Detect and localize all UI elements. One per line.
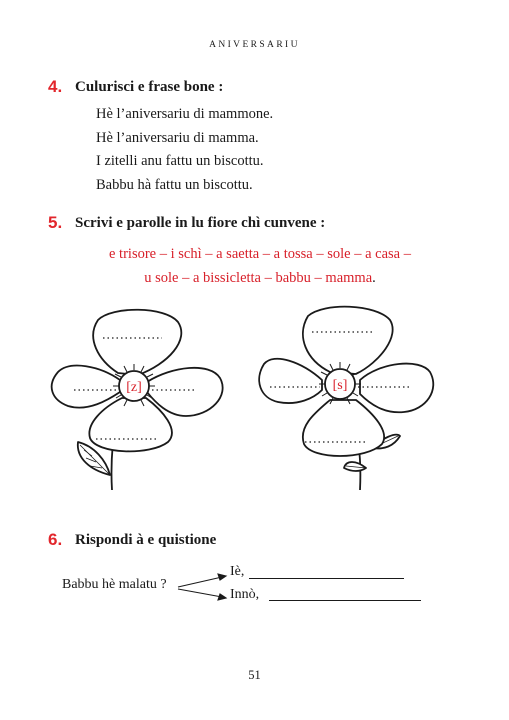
flower-left-petal-top[interactable] (93, 310, 181, 375)
sentence-1[interactable]: Hè l’aniversariu di mammone. (96, 106, 274, 122)
running-header: ANIVERSARIU (209, 40, 300, 50)
flower-illustrations (0, 300, 509, 490)
sentence-3[interactable]: I zitelli anu fattu un biscottu. (96, 153, 264, 169)
question-text: Babbu hè malatu ? (62, 577, 167, 592)
exercise-4-title: Culurisci e frase bone : (75, 79, 224, 95)
exercise-6-title: Rispondi à e quistione (75, 532, 217, 548)
exercise-6-number: 6. (48, 530, 63, 549)
answer-yes-blank[interactable] (249, 578, 404, 579)
flower-left-petal-left[interactable] (52, 366, 120, 408)
flower-left-label: [z] (126, 380, 142, 395)
exercise-5-title: Scrivi e parolle in lu fiore chì cunvene : (75, 215, 326, 231)
exercise-4-number: 4. (48, 77, 63, 96)
page-number: 51 (248, 668, 261, 682)
answer-yes-label: Iè, (230, 564, 245, 579)
flower-right-petal-right[interactable] (360, 364, 433, 413)
flower-right-label: [s] (332, 378, 348, 393)
sentence-2[interactable]: Hè l’aniversariu di mamma. (96, 129, 259, 146)
flower-left (52, 310, 223, 490)
flower-right-leaf-2 (344, 462, 366, 471)
answer-no-blank[interactable] (269, 600, 421, 601)
word-bank (70, 243, 450, 290)
answer-arrows (176, 570, 232, 606)
flower-right (259, 307, 433, 490)
word-bank-line-1: e trisore – i schì – a saetta – a tossa – sole – a casa – (109, 246, 411, 262)
sentence-4[interactable]: Babbu hà fattu un biscottu. (96, 176, 253, 193)
flower-right-petal-top[interactable] (303, 307, 393, 374)
word-bank-line-2: u sole – a bissicletta – babbu – mamma (144, 269, 373, 286)
flower-right-petal-left[interactable] (259, 359, 322, 403)
flower-right-petal-bottom[interactable] (303, 400, 384, 456)
exercise-5-number: 5. (48, 213, 63, 232)
word-bank-period: . (372, 269, 376, 286)
answer-no-label: Innò, (230, 587, 260, 602)
exercise-4-sentences (96, 103, 273, 197)
